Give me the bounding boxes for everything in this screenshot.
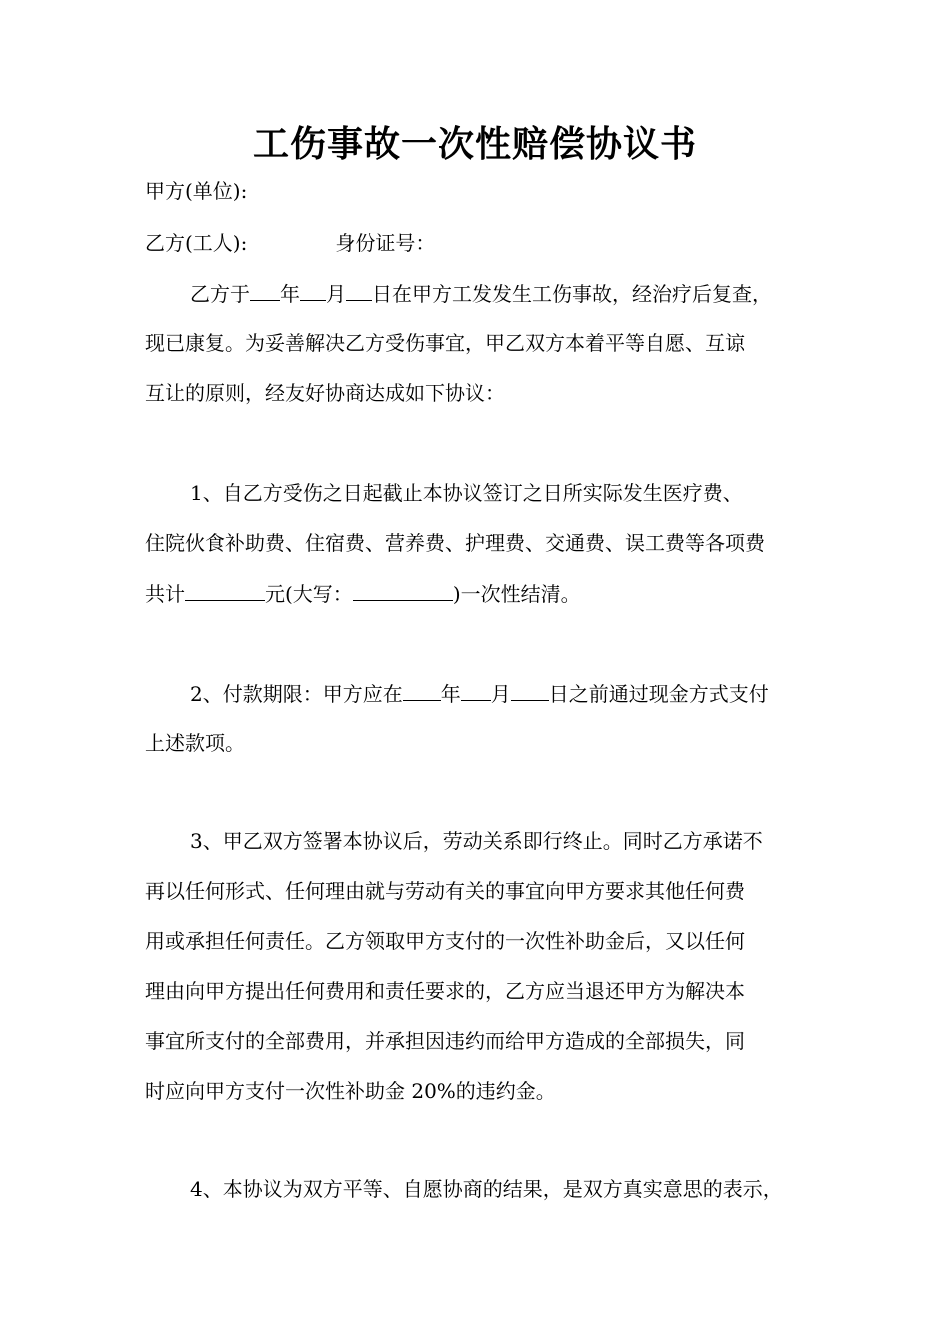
settle-text: )一次性结清。 bbox=[452, 582, 581, 606]
clause4-line-1: 4、本协议为双方平等、自愿协商的结果，是双方真实意思的表示， bbox=[190, 1177, 783, 1201]
clause2-line-2: 上述款项。 bbox=[145, 731, 245, 755]
clause1-line-3 bbox=[145, 578, 581, 609]
clause3-line-1: 3、甲乙双方签署本协议后，劳动关系即行终止。同时乙方承诺不 bbox=[190, 829, 763, 853]
total-label: 共计 bbox=[145, 582, 185, 606]
month-blank bbox=[300, 278, 326, 301]
pay-month-blank bbox=[461, 678, 491, 701]
pay-year-blank bbox=[403, 678, 441, 701]
payment-method-text: 日之前通过现金方式支付 bbox=[548, 682, 769, 706]
document-title: 工伤事故一次性赔偿协议书 bbox=[252, 123, 697, 165]
intro-text: 日在甲方工发发生工伤事故，经治疗后复查， bbox=[372, 282, 772, 306]
payment-term-text: 2、付款期限：甲方应在 bbox=[190, 682, 403, 706]
amount-words-blank bbox=[353, 578, 453, 601]
intro-line-2: 现已康复。为妥善解决乙方受伤事宜，甲乙双方本着平等自愿、互谅 bbox=[145, 331, 745, 355]
month-text: 月 bbox=[490, 682, 511, 706]
day-blank bbox=[346, 278, 372, 301]
party-a-label: 甲方(单位): bbox=[145, 179, 248, 203]
clause1-line-1: 1、自乙方受伤之日起截止本协议签订之日所实际发生医疗费、 bbox=[190, 481, 743, 505]
intro-text: 乙方于 bbox=[190, 282, 250, 306]
clause3-line-2: 再以任何形式、任何理由就与劳动有关的事宜向甲方要求其他任何费 bbox=[145, 879, 745, 903]
id-number-label: 身份证号： bbox=[335, 231, 436, 255]
clause3-line-5: 事宜所支付的全部费用，并承担因违约而给甲方造成的全部损失，同 bbox=[145, 1029, 745, 1053]
amount-words-label: 元(大写： bbox=[265, 582, 353, 606]
intro-line-3: 互让的原则，经友好协商达成如下协议： bbox=[145, 381, 505, 405]
month-text: 月 bbox=[326, 282, 346, 306]
year-text: 年 bbox=[280, 282, 300, 306]
clause3-line-6: 时应向甲方支付一次性补助金 20%的违约金。 bbox=[145, 1079, 556, 1103]
party-b-label: 乙方(工人): bbox=[145, 231, 248, 255]
pay-day-blank bbox=[511, 678, 549, 701]
clause3-line-4: 理由向甲方提出任何费用和责任要求的，乙方应当退还甲方为解决本 bbox=[145, 979, 745, 1003]
intro-line-1 bbox=[190, 278, 772, 309]
amount-blank bbox=[185, 578, 265, 601]
clause2-line-1 bbox=[190, 678, 769, 709]
clause3-line-3: 用或承担任何责任。乙方领取甲方支付的一次性补助金后，又以任何 bbox=[145, 929, 745, 953]
party-b-line bbox=[145, 228, 435, 258]
year-blank bbox=[250, 278, 280, 301]
clause1-line-2: 住院伙食补助费、住宿费、营养费、护理费、交通费、误工费等各项费 bbox=[145, 531, 765, 555]
year-text: 年 bbox=[440, 682, 461, 706]
